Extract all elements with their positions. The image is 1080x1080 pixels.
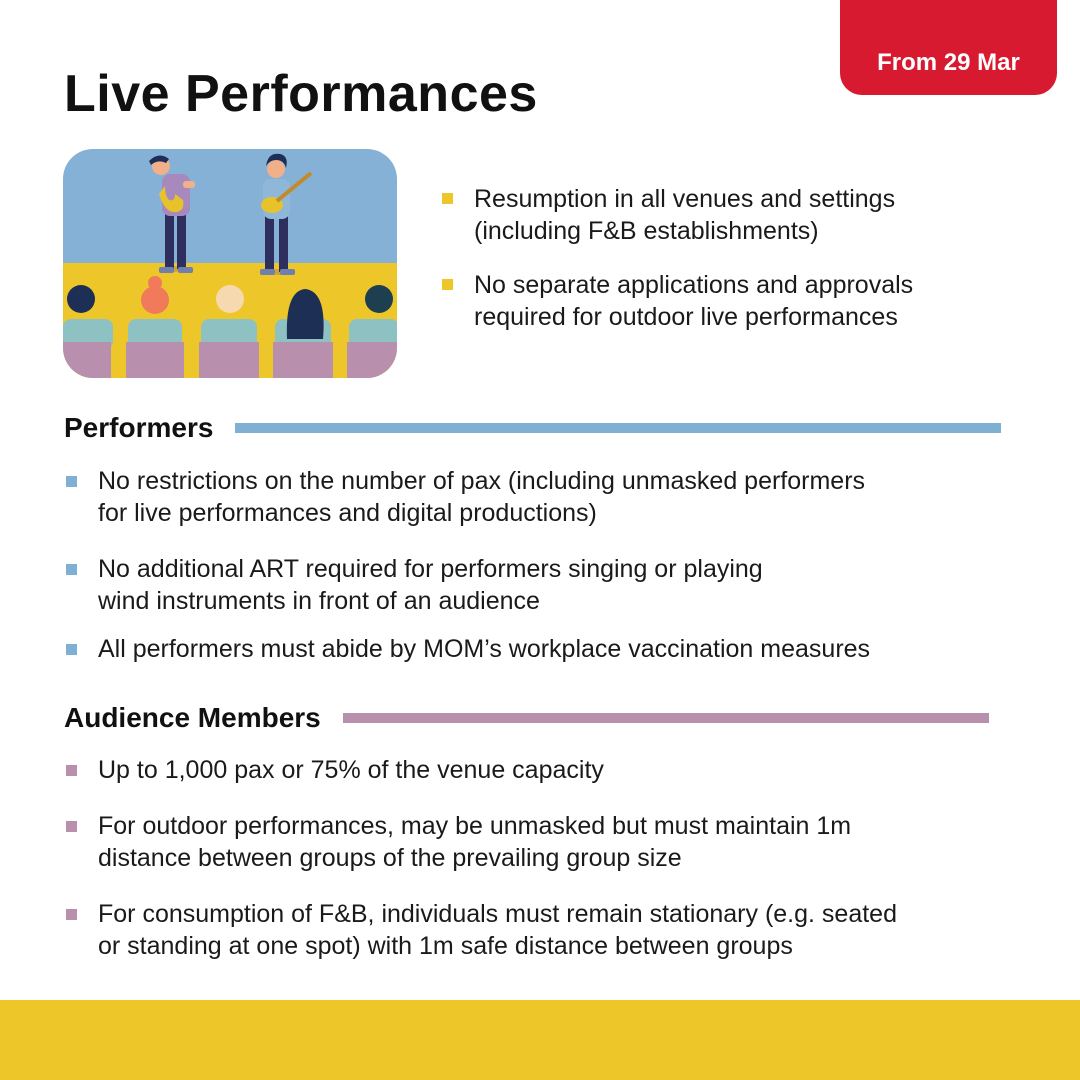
list-item-line: required for outdoor live performances: [474, 303, 898, 331]
purple-square-bullet-icon: [66, 765, 77, 776]
list-item: [440, 183, 1040, 247]
list-item-line: distance between groups of the prevailing group size: [98, 844, 682, 872]
list-item: [64, 810, 1024, 874]
list-item: [64, 465, 1024, 529]
yellow-square-bullet-icon: [442, 279, 453, 290]
list-item-line: No separate applications and approvals: [474, 271, 914, 299]
list-item-line: All performers must abide by MOM’s workplace vaccination measures: [98, 635, 871, 663]
audience-section-header: [64, 702, 989, 734]
list-item: [64, 553, 1024, 617]
list-item-line: for live performances and digital productions): [98, 499, 597, 527]
list-item: [64, 754, 1024, 786]
audience-divider: [343, 713, 989, 723]
list-item-line: No additional ART required for performers singing or playing: [98, 555, 763, 583]
list-item-line: No restrictions on the number of pax (including unmasked performers: [98, 467, 866, 495]
intro-list: [440, 183, 1040, 355]
blue-square-bullet-icon: [66, 564, 77, 575]
list-item-line: wind instruments in front of an audience: [98, 587, 540, 615]
performers-divider: [235, 423, 1001, 433]
yellow-square-bullet-icon: [442, 193, 453, 204]
list-item-line: or standing at one spot) with 1m safe distance between groups: [98, 932, 793, 960]
purple-square-bullet-icon: [66, 821, 77, 832]
stage-performers-audience-illustration: [63, 149, 397, 378]
blue-square-bullet-icon: [66, 644, 77, 655]
list-item-line: Resumption in all venues and settings: [474, 185, 896, 213]
date-badge-label: From 29 Mar: [877, 48, 1020, 76]
purple-square-bullet-icon: [66, 909, 77, 920]
list-item-line: (including F&B establishments): [474, 217, 819, 245]
list-item: [64, 898, 1024, 962]
performers-heading: Performers: [64, 412, 214, 443]
audience-list: [64, 754, 1024, 962]
footer-band: [0, 1000, 1080, 1080]
list-item-line: For consumption of F&B, individuals must remain stationary (e.g. seated: [98, 900, 897, 928]
list-item-line: Up to 1,000 pax or 75% of the venue capacity: [98, 756, 604, 784]
list-item: [64, 633, 1024, 665]
list-item: [440, 269, 1040, 333]
page-title: Live Performances: [64, 65, 538, 123]
date-badge: [840, 0, 1057, 95]
performers-section-header: [64, 412, 1001, 444]
audience-heading: Audience Members: [64, 702, 321, 733]
performers-list: [64, 465, 1024, 665]
list-item-line: For outdoor performances, may be unmasked but must maintain 1m: [98, 812, 852, 840]
blue-square-bullet-icon: [66, 476, 77, 487]
